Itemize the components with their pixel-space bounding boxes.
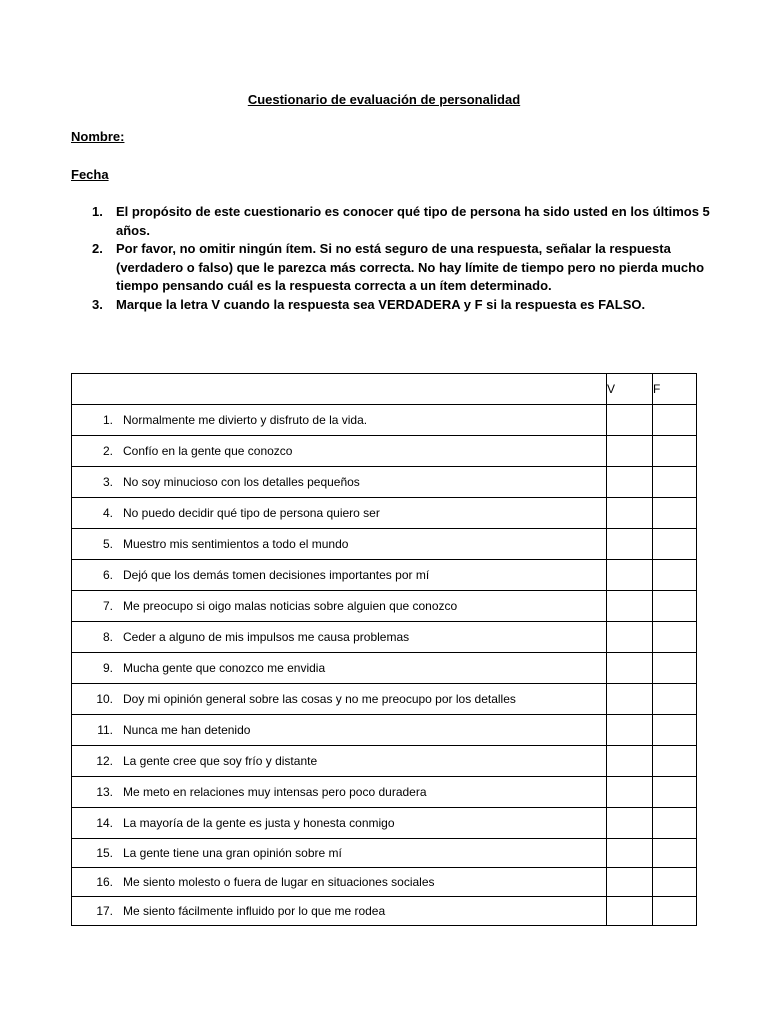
item-number: 8. bbox=[102, 630, 113, 644]
item-text: Muestro mis sentimientos a todo el mundo bbox=[123, 537, 349, 551]
table-row bbox=[72, 868, 697, 897]
item-text: La mayoría de la gente es justa y honesta conmigo bbox=[123, 816, 395, 830]
item-number: 17. bbox=[96, 904, 113, 918]
answer-false-cell[interactable] bbox=[653, 560, 697, 591]
table-row bbox=[72, 839, 697, 868]
item-cell bbox=[72, 591, 607, 622]
table-row bbox=[72, 591, 697, 622]
instruction-number: 2. bbox=[92, 241, 103, 256]
item-text: Me preocupo si oigo malas noticias sobre alguien que conozco bbox=[123, 599, 458, 613]
item-cell bbox=[72, 529, 607, 560]
item-cell bbox=[72, 467, 607, 498]
answer-true-cell[interactable] bbox=[607, 591, 653, 622]
item-cell bbox=[72, 839, 607, 868]
answer-false-cell[interactable] bbox=[653, 405, 697, 436]
answer-false-cell[interactable] bbox=[653, 684, 697, 715]
answer-true-cell[interactable] bbox=[607, 746, 653, 777]
answer-true-cell[interactable] bbox=[607, 868, 653, 897]
answer-false-cell[interactable] bbox=[653, 746, 697, 777]
item-text: Mucha gente que conozco me envidia bbox=[123, 661, 326, 675]
table-row bbox=[72, 777, 697, 808]
answer-false-cell[interactable] bbox=[653, 529, 697, 560]
answer-true-cell[interactable] bbox=[607, 436, 653, 467]
item-text: La gente tiene una gran opinión sobre mí bbox=[123, 846, 342, 860]
answer-false-cell[interactable] bbox=[653, 808, 697, 839]
header-false-cell: F bbox=[653, 374, 697, 405]
item-cell bbox=[72, 622, 607, 653]
item-text: Me meto en relaciones muy intensas pero poco duradera bbox=[123, 785, 427, 799]
answer-true-cell[interactable] bbox=[607, 897, 653, 926]
instruction-item bbox=[71, 203, 711, 240]
answer-true-cell[interactable] bbox=[607, 467, 653, 498]
item-text: La gente cree que soy frío y distante bbox=[123, 754, 318, 768]
instruction-item bbox=[71, 296, 711, 315]
answer-false-cell[interactable] bbox=[653, 653, 697, 684]
item-text: Confío en la gente que conozco bbox=[123, 444, 293, 458]
item-number: 3. bbox=[102, 475, 113, 489]
item-cell bbox=[72, 436, 607, 467]
table-row bbox=[72, 529, 697, 560]
answer-false-cell[interactable] bbox=[653, 436, 697, 467]
answer-true-cell[interactable] bbox=[607, 777, 653, 808]
answer-true-cell[interactable] bbox=[607, 622, 653, 653]
item-text: Nunca me han detenido bbox=[123, 723, 251, 737]
item-number: 4. bbox=[102, 506, 113, 520]
table-row bbox=[72, 622, 697, 653]
item-number: 2. bbox=[102, 444, 113, 458]
item-text: No puedo decidir qué tipo de persona quiero ser bbox=[123, 506, 380, 520]
instruction-number: 1. bbox=[92, 204, 103, 219]
header-item-cell bbox=[72, 374, 607, 405]
item-number: 9. bbox=[102, 661, 113, 675]
item-number: 10. bbox=[96, 692, 113, 706]
item-text: Me siento fácilmente influido por lo que me rodea bbox=[123, 904, 386, 918]
table-row bbox=[72, 684, 697, 715]
answer-false-cell[interactable] bbox=[653, 777, 697, 808]
item-cell bbox=[72, 498, 607, 529]
date-label: Fecha bbox=[71, 167, 109, 182]
item-text: Me siento molesto o fuera de lugar en situaciones sociales bbox=[123, 875, 435, 889]
table-row bbox=[72, 436, 697, 467]
instruction-text: El propósito de este cuestionario es conocer qué tipo de persona ha sido usted en los últimos 5 años. bbox=[116, 204, 710, 238]
table-row bbox=[72, 715, 697, 746]
answer-true-cell[interactable] bbox=[607, 653, 653, 684]
item-cell bbox=[72, 868, 607, 897]
instruction-item bbox=[71, 240, 711, 296]
table-row bbox=[72, 405, 697, 436]
item-number: 7. bbox=[102, 599, 113, 613]
table-row bbox=[72, 498, 697, 529]
item-text: No soy minucioso con los detalles pequeños bbox=[123, 475, 360, 489]
name-label: Nombre: bbox=[71, 129, 125, 144]
answer-false-cell[interactable] bbox=[653, 897, 697, 926]
item-number: 14. bbox=[96, 816, 113, 830]
item-number: 13. bbox=[96, 785, 113, 799]
table-row bbox=[72, 746, 697, 777]
item-number: 1. bbox=[102, 413, 113, 427]
item-cell bbox=[72, 715, 607, 746]
answer-true-cell[interactable] bbox=[607, 529, 653, 560]
item-cell bbox=[72, 808, 607, 839]
item-cell bbox=[72, 746, 607, 777]
item-text: Dejó que los demás tomen decisiones importantes por mí bbox=[123, 568, 430, 582]
instruction-text: Marque la letra V cuando la respuesta sea VERDADERA y F si la respuesta es FALSO. bbox=[116, 296, 646, 312]
answer-false-cell[interactable] bbox=[653, 868, 697, 897]
item-cell bbox=[72, 560, 607, 591]
answer-false-cell[interactable] bbox=[653, 622, 697, 653]
table-row bbox=[72, 467, 697, 498]
table-row bbox=[72, 808, 697, 839]
instruction-number: 3. bbox=[92, 296, 103, 312]
answer-true-cell[interactable] bbox=[607, 808, 653, 839]
questionnaire-table bbox=[71, 373, 697, 926]
item-number: 6. bbox=[102, 568, 113, 582]
page-title: Cuestionario de evaluación de personalidad bbox=[247, 92, 521, 107]
instruction-text: Por favor, no omitir ningún ítem. Si no está seguro de una respuesta, señalar la respuesta (verdadero o falso) que le parezca más correcta. No hay límite de tiempo pero no pierda mucho tiempo pensando cuál es la respuesta correcta a un ítem determinado. bbox=[116, 241, 705, 293]
item-number: 5. bbox=[102, 537, 113, 551]
answer-true-cell[interactable] bbox=[607, 715, 653, 746]
item-text: Doy mi opinión general sobre las cosas y no me preocupo por los detalles bbox=[123, 692, 516, 706]
item-cell bbox=[72, 777, 607, 808]
item-cell bbox=[72, 653, 607, 684]
item-cell bbox=[72, 897, 607, 926]
item-text: Ceder a alguno de mis impulsos me causa problemas bbox=[123, 630, 410, 644]
answer-true-cell[interactable] bbox=[607, 684, 653, 715]
answer-true-cell[interactable] bbox=[607, 560, 653, 591]
item-cell bbox=[72, 405, 607, 436]
answer-false-cell[interactable] bbox=[653, 715, 697, 746]
answer-false-cell[interactable] bbox=[653, 839, 697, 868]
item-number: 15. bbox=[96, 846, 113, 860]
table-row bbox=[72, 897, 697, 926]
answer-true-cell[interactable] bbox=[607, 498, 653, 529]
item-number: 16. bbox=[96, 875, 113, 889]
answer-false-cell[interactable] bbox=[653, 467, 697, 498]
answer-false-cell[interactable] bbox=[653, 591, 697, 622]
item-text: Normalmente me divierto y disfruto de la vida. bbox=[123, 413, 368, 427]
item-number: 11. bbox=[97, 723, 113, 737]
answer-true-cell[interactable] bbox=[607, 405, 653, 436]
header-true-cell: V bbox=[607, 374, 653, 405]
answer-false-cell[interactable] bbox=[653, 498, 697, 529]
item-number: 12. bbox=[96, 754, 113, 768]
table-header-row bbox=[72, 374, 697, 405]
item-cell bbox=[72, 684, 607, 715]
answer-true-cell[interactable] bbox=[607, 839, 653, 868]
table-row bbox=[72, 560, 697, 591]
instructions-list bbox=[71, 203, 711, 314]
table-row bbox=[72, 653, 697, 684]
